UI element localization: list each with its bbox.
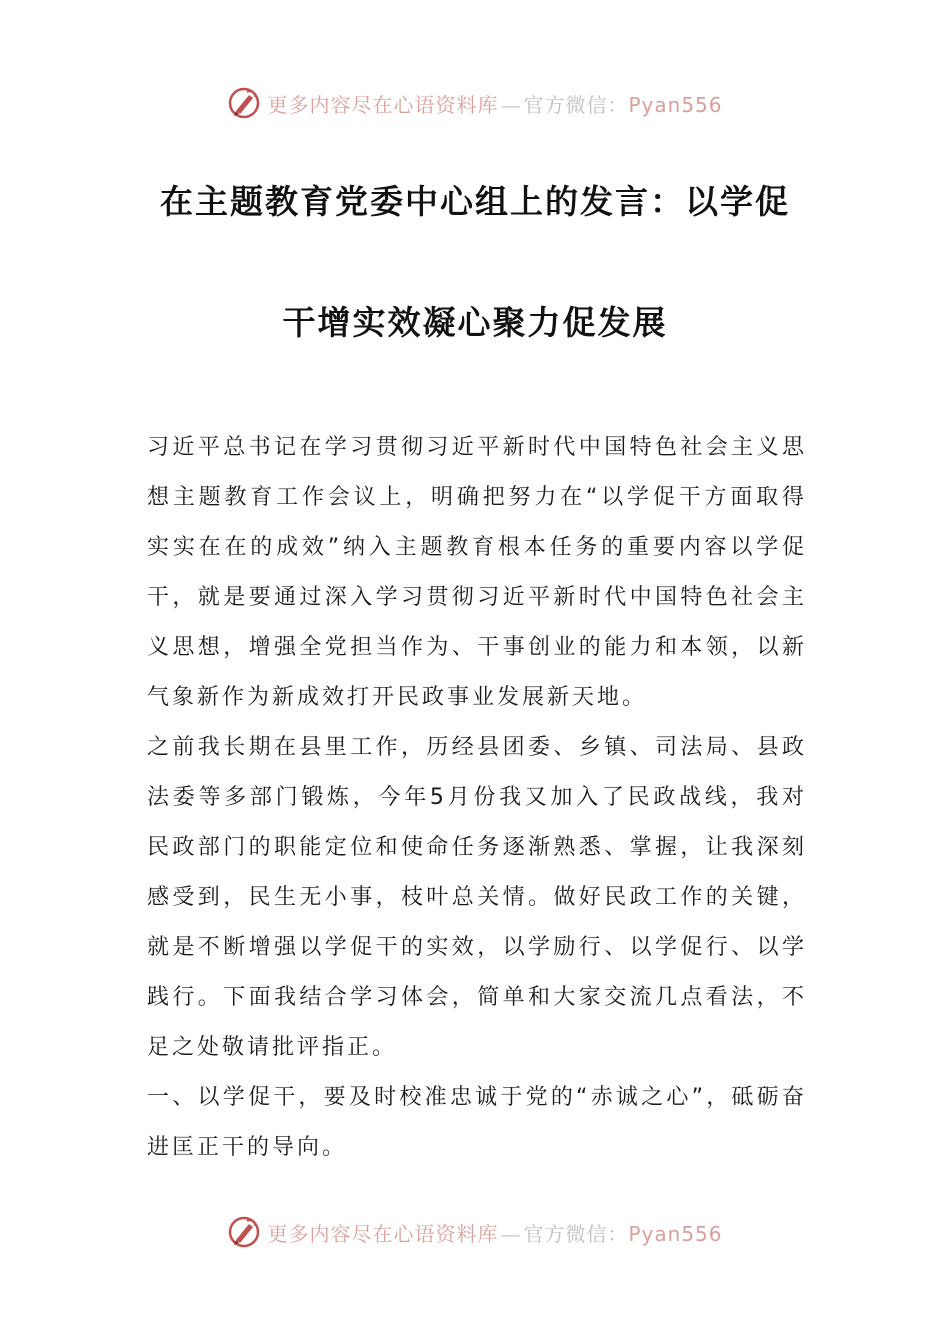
- pen-logo-icon: [227, 1215, 261, 1249]
- document-title-line-2: 干增实效凝心聚力促发展: [282, 303, 668, 342]
- document-title-line-1: 在主题教育党委中心组上的发言：以学促: [160, 182, 790, 221]
- watermark-brand: 更多内容尽在心语资料库: [267, 1221, 499, 1246]
- pen-logo-icon: [227, 86, 261, 120]
- watermark-account: Pyan556: [628, 1221, 723, 1246]
- watermark-label: 官方微信：: [523, 1221, 629, 1246]
- watermark-brand: 更多内容尽在心语资料库: [267, 92, 499, 117]
- body-paragraph-3: 一、以学促干，要及时校准忠诚于党的“赤诚之心”，砥砺奋进匡正干的导向。: [147, 1085, 807, 1160]
- body-paragraph-2: 之前我长期在县里工作，历经县团委、乡镇、司法局、县政法委等多部门锻炼，今年5月份我又加入了民政战线，我对民政部门的职能定位和使命任务逐渐熟悉、掌握，让我深刻感受到，民生无小事，枝叶总关情。做好民政工作的关键，就是不断增强以学促干的实效，以学励行、以学促行、以学践行。下面我结合学习体会，简单和大家交流几点看法，不足之处敬请批评指正。: [147, 735, 807, 1060]
- watermark-label: 官方微信：: [523, 92, 629, 117]
- body-paragraph-1: 习近平总书记在学习贯彻习近平新时代中国特色社会主义思想主题教育工作会议上，明确把努力在“以学促干方面取得实实在在的成效”纳入主题教育根本任务的重要内容以学促干，就是要通过深入学习贯彻习近平新时代中国特色社会主义思想，增强全党担当作为、干事创业的能力和本领，以新气象新作为新成效打开民政事业发展新天地。: [147, 435, 807, 710]
- watermark-dash: —: [500, 1221, 522, 1246]
- watermark-text: [267, 1218, 722, 1247]
- watermark-dash: —: [500, 92, 522, 117]
- watermark-text: [267, 89, 722, 118]
- header-watermark: [0, 83, 950, 123]
- watermark-account: Pyan556: [628, 92, 723, 117]
- footer-watermark: [0, 1212, 950, 1252]
